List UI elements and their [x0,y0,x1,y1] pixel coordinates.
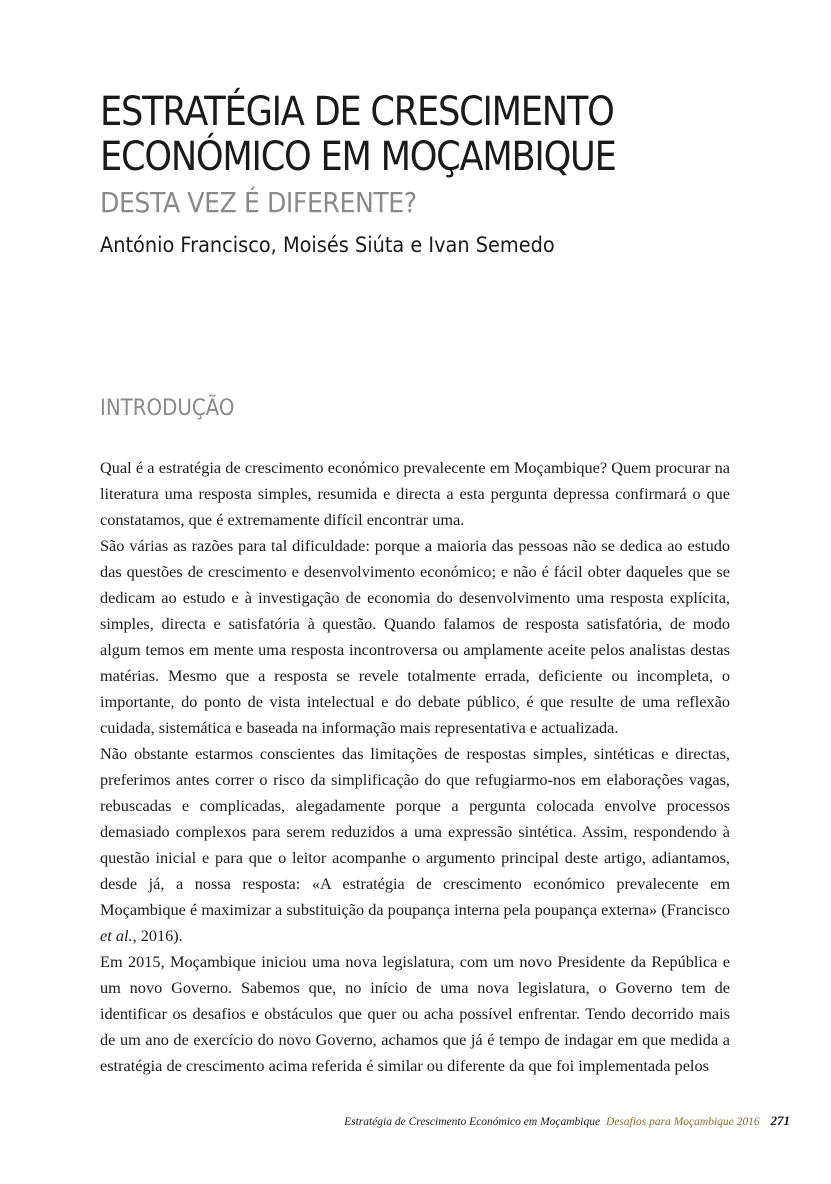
paragraph-3-main: Não obstante estarmos conscientes das limitações de respostas simples, sintéticas e directas, preferimos antes correr o risco da simplificação do que refugiarmo-nos em elaborações vagas, rebuscadas e complicadas, alegadamente porque a pergunta colocada envolve processos demasiado complexos para serem reduzidos a uma expressão sintética. Assim, respondendo à questão inicial e para que o leitor acompanhe o argumento principal deste artigo, adiantamos, desde já, a nossa resposta: «A estratégia de crescimento económico prevalecente em Moçambique é maximizar a substituição da poupança interna pela poupança externa» (Francisco [100,744,730,919]
paragraph-2: São várias as razões para tal dificuldade: porque a maioria das pessoas não se dedica ao estudo das questões de crescimento e desenvolvimento económico; e não é fácil obter daqueles que se dedicam ao estudo e à investigação de economia do desenvolvimento uma resposta explícita, simples, directa e satisfatória à questão. Quando falamos de resposta satisfatória, de modo algum temos em mente uma resposta incontroversa ou amplamente aceite pelos analistas destas matérias. Mesmo que a resposta se revele totalmente errada, deficiente ou incompleta, o importante, do ponto de vista intelectual e do debate público, é que resulte de uma reflexão cuidada, sistemática e baseada na informação mais representativa e actualizada. [100,536,730,737]
page-number: 271 [770,1113,790,1128]
paragraph-3 [100,741,730,949]
page-title [100,90,663,180]
authors-line: António Francisco, Moisés Siúta e Ivan Semedo [100,233,555,257]
citation-et-al: et al. [100,926,133,945]
title-line-2: ECONÓMICO EM MOÇAMBIQUE [100,134,616,180]
section-heading-introduction: INTRODUÇÃO [100,396,235,421]
page-footer [100,1112,790,1131]
paragraph-4: Em 2015, Moçambique iniciou uma nova legislatura, com um novo Presidente da República e um novo Governo. Sabemos que, no início de uma nova legislatura, o Governo tem de identificar os desafios e obstáculos que quer ou acha possível enfrentar. Tendo decorrido mais de um ano de exercício do novo Governo, achamos que já é tempo de indagar em que medida a estratégia de crescimento acima referida é similar ou diferente da que foi implementada pelos [100,952,730,1075]
body-text [100,455,730,1079]
paragraph-1: Qual é a estratégia de crescimento económico prevalecente em Moçambique? Quem procurar na literatura uma resposta simples, resumida e directa a esta pergunta depressa confirmará o que constatamos, que é extremamente difícil encontrar uma. [100,458,730,529]
title-line-1: ESTRATÉGIA DE CRESCIMENTO [100,89,614,135]
page-subtitle: DESTA VEZ É DIFERENTE? [100,186,417,219]
paragraph-3-end: , 2016). [132,926,183,945]
footer-book-title: Desafios para Moçambique 2016 [605,1116,760,1128]
footer-running-title: Estratégia de Crescimento Económico em Moçambique [344,1116,601,1128]
